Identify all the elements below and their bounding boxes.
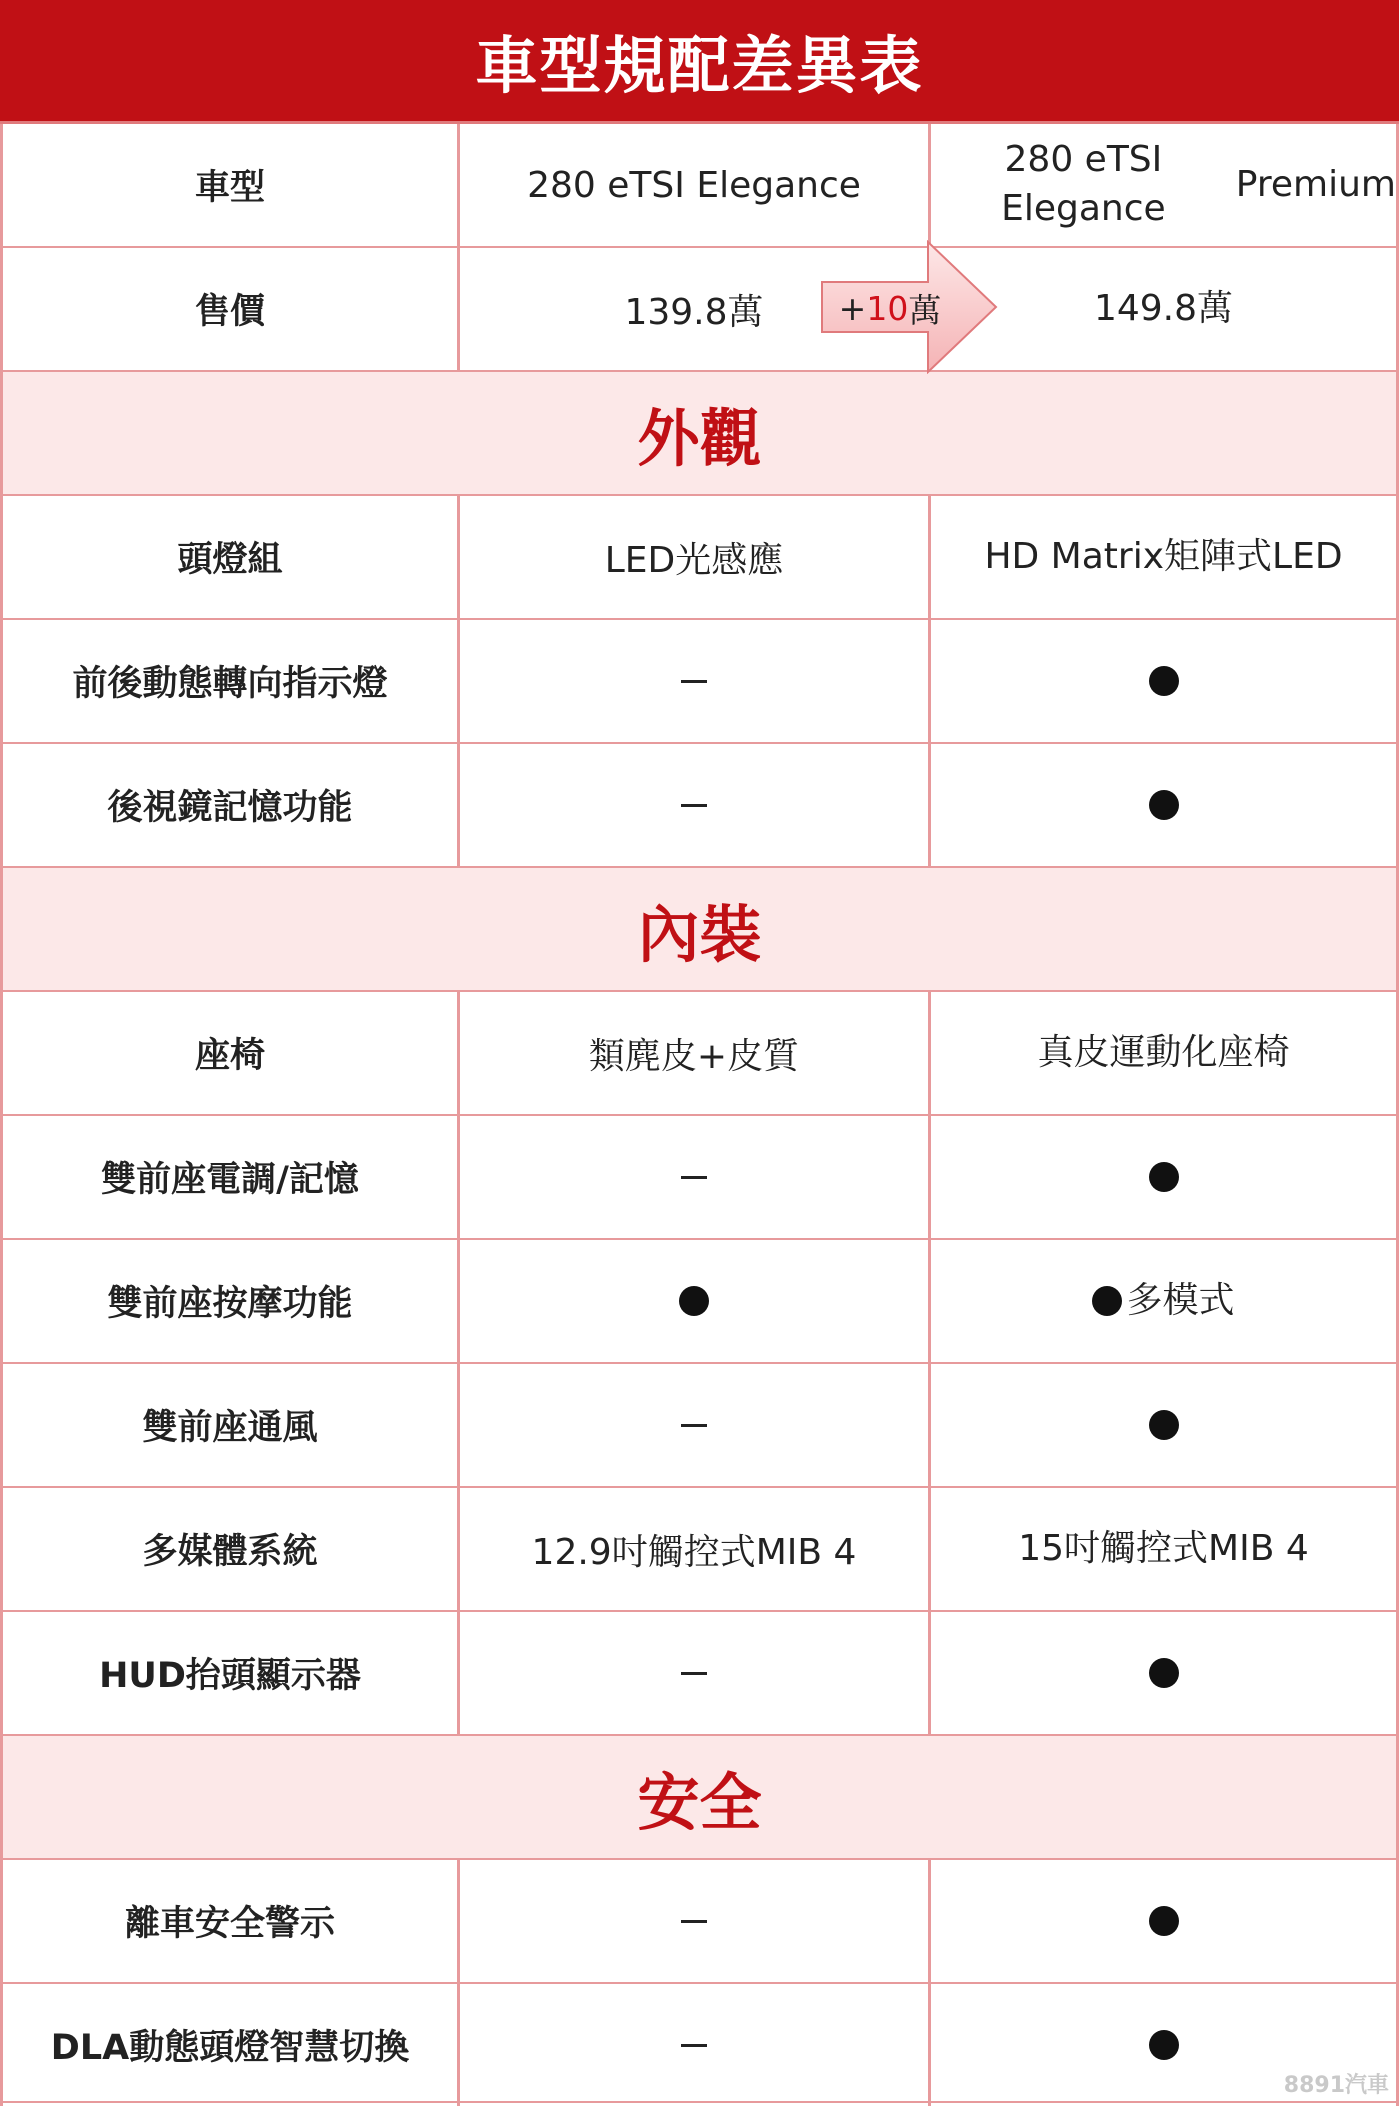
- trim2-price: 149.8萬: [928, 248, 1399, 370]
- headlights-label: 頭燈組: [0, 496, 457, 618]
- power-memory-trim2: [928, 1116, 1399, 1238]
- ventilation-trim1: [457, 1364, 928, 1486]
- massage-trim1: [457, 1240, 928, 1362]
- hud-label: HUD抬頭顯示器: [0, 1612, 457, 1734]
- not-available-dash-icon: [681, 804, 707, 807]
- dla-row: [0, 1984, 1399, 2103]
- not-available-dash-icon: [681, 680, 707, 683]
- seats-trim2: 真皮運動化座椅: [928, 992, 1399, 1114]
- available-dot-icon: [1149, 1658, 1179, 1688]
- trim1-name: 280 eTSI Elegance: [457, 124, 928, 246]
- section-exterior: [0, 372, 1399, 496]
- multimedia-label: 多媒體系統: [0, 1488, 457, 1610]
- price-diff-unit: 萬: [908, 290, 942, 330]
- power-memory-label: 雙前座電調/記憶: [0, 1116, 457, 1238]
- headlights-trim2: HD Matrix矩陣式LED: [928, 496, 1399, 618]
- mirror-memory-label: 後視鏡記憶功能: [0, 744, 457, 866]
- dyn-indicator-label: 前後動態轉向指示燈: [0, 620, 457, 742]
- exit-warning-label: 離車安全警示: [0, 1860, 457, 1982]
- dyn-indicator-row: [0, 620, 1399, 744]
- massage-trim2: [928, 1240, 1399, 1362]
- section-interior-title: 內裝: [0, 868, 1399, 990]
- mirror-memory-trim2: [928, 744, 1399, 866]
- price-label: 售價: [0, 248, 457, 370]
- exit-warning-trim1: [457, 1860, 928, 1982]
- section-exterior-title: 外觀: [0, 372, 1399, 494]
- model-label: 車型: [0, 124, 457, 246]
- model-row: [0, 124, 1399, 248]
- not-available-dash-icon: [681, 1920, 707, 1923]
- not-available-dash-icon: [681, 2044, 707, 2047]
- headlights-trim1: LED光感應: [457, 496, 928, 618]
- mirror-memory-trim1: [457, 744, 928, 866]
- available-dot-icon: [1149, 666, 1179, 696]
- not-available-dash-icon: [681, 1176, 707, 1179]
- dla-trim1: [457, 1984, 928, 2106]
- available-dot-icon: [1092, 1286, 1122, 1316]
- table-title: 車型規配差異表: [0, 0, 1399, 124]
- available-dot-icon: [1149, 790, 1179, 820]
- ventilation-label: 雙前座通風: [0, 1364, 457, 1486]
- not-available-dash-icon: [681, 1424, 707, 1427]
- mirror-memory-row: [0, 744, 1399, 868]
- multimedia-trim2: 15吋觸控式MIB 4: [928, 1488, 1399, 1610]
- available-dot-icon: [1149, 1410, 1179, 1440]
- trim2-name: [928, 124, 1399, 246]
- massage-trim2-extra: 多模式: [1126, 1279, 1235, 1321]
- seats-row: [0, 992, 1399, 1116]
- price-difference: [830, 284, 950, 332]
- massage-row: [0, 1240, 1399, 1364]
- section-safety: [0, 1736, 1399, 1860]
- exit-warning-row: [0, 1860, 1399, 1984]
- power-memory-row: [0, 1116, 1399, 1240]
- watermark: 8891汽車: [1283, 2073, 1389, 2098]
- power-memory-trim1: [457, 1116, 928, 1238]
- seats-label: 座椅: [0, 992, 457, 1114]
- headlights-row: [0, 496, 1399, 620]
- available-dot-icon: [1149, 1906, 1179, 1936]
- available-dot-icon: [1149, 2030, 1179, 2060]
- trim2-name-line1: 280 eTSI Elegance: [1001, 139, 1166, 229]
- massage-label: 雙前座按摩功能: [0, 1240, 457, 1362]
- multimedia-row: [0, 1488, 1399, 1612]
- trim1-price: 139.8萬: [457, 248, 928, 370]
- exit-warning-trim2: [928, 1860, 1399, 1982]
- dyn-indicator-trim2: [928, 620, 1399, 742]
- trim2-name-line2: Premium: [1235, 163, 1396, 205]
- price-diff-number: 10: [866, 288, 909, 328]
- ventilation-trim2: [928, 1364, 1399, 1486]
- available-dot-icon: [679, 1286, 709, 1316]
- multimedia-trim1: 12.9吋觸控式MIB 4: [457, 1488, 928, 1610]
- section-safety-title: 安全: [0, 1736, 1399, 1858]
- hud-trim2: [928, 1612, 1399, 1734]
- price-row: [0, 248, 1399, 372]
- ventilation-row: [0, 1364, 1399, 1488]
- hud-trim1: [457, 1612, 928, 1734]
- available-dot-icon: [1149, 1162, 1179, 1192]
- hud-row: [0, 1612, 1399, 1736]
- not-available-dash-icon: [681, 1672, 707, 1675]
- dyn-indicator-trim1: [457, 620, 928, 742]
- dla-label: DLA動態頭燈智慧切換: [0, 1984, 457, 2106]
- section-interior: [0, 868, 1399, 992]
- price-diff-sign: +: [838, 288, 867, 328]
- seats-trim1: 類麂皮+皮質: [457, 992, 928, 1114]
